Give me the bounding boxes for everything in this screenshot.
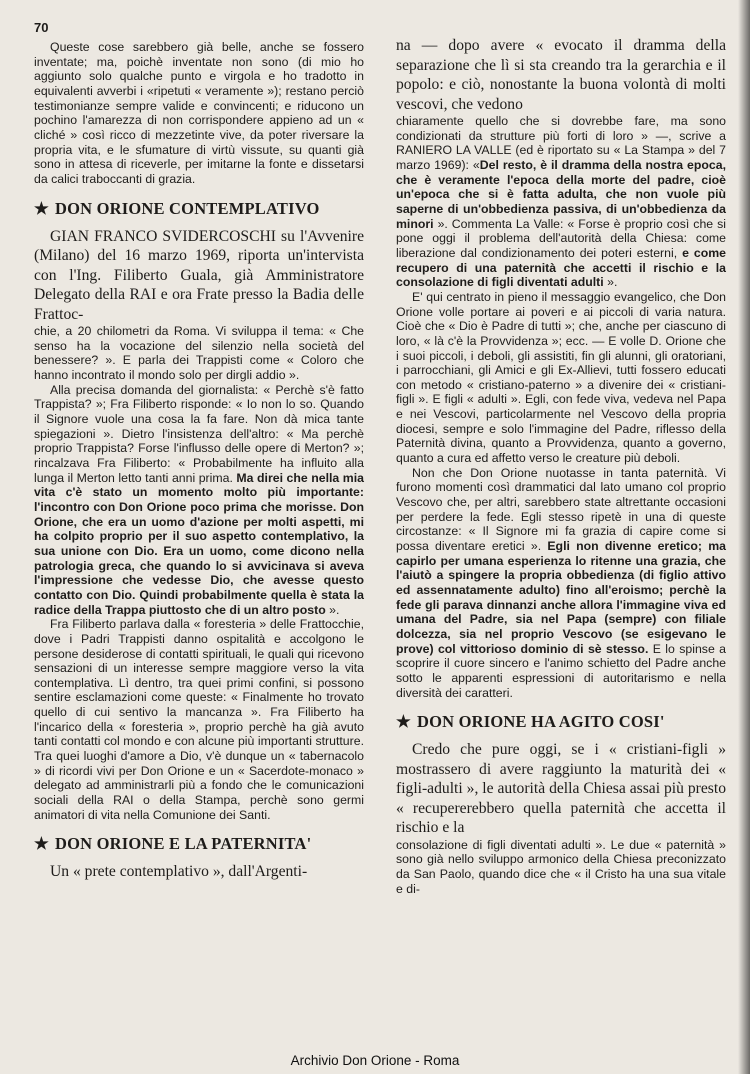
heading-text: DON ORIONE CONTEMPLATIVO — [55, 198, 320, 218]
left-paragraph-2-serif: GIAN FRANCO SVIDERCOSCHI su l'Avvenire (Milano) del 16 marzo 1969, riporta un'intervista con l'Ing. Filiberto Guala, già Amministratore Delegato della RAI e ora Frate presso la Badia delle Frattoc- — [34, 227, 364, 323]
star-icon: ★ — [34, 834, 49, 854]
p3-plain: Alla precisa domanda del giornalista: « Perchè s'è fatto Trappista? »; Fra Filiberto risponde: « Io non lo so. Quando il Signore vuole una cosa la fa fare. Non dà mica tante spiegazioni ». Dietro l'insistenza dell'altro: « Ma perchè proprio Trappista? Forse l'influsso delle opere di Merton? »; rincalzava Fra Filiberto: « Probabilmente ha influito alla lunga il Merton letto tanti anni prima. — [34, 382, 364, 485]
p3-plain: Non che Don Orione nuotasse in tanta paternità. Vi furono momenti così drammatici dal lato umano col proprio Vescovo che, per altri, sarebbero state altrettante occasioni per perdere la fede. Egli stesso ripetè in una di queste circostanze: « Il Signore mi fa grazia di capire come si possa diventare eretici ». — [396, 465, 726, 554]
p3-end: E lo spinse a scoprire il cuore sincero e l'animo schietto del Padre anche sotto le apparenti espressioni di autoritarismo e nella diversità dei caratteri. — [396, 641, 726, 700]
star-icon: ★ — [396, 712, 411, 732]
left-paragraph-4: Fra Filiberto parlava dalla « foresteria » delle Frattocchie, dove i Padri Trappisti danno ospitalità e accolgono le persone desiderose di contatti spirituali, le quali qui ricevono sensazioni di un interesse sempre maggiore verso la vita contemplativa. Lì dentro, tra quei primi confini, si possono sentire esclamazioni come queste: « Finalmente ho trovato quello di cui sentivo la mancanza ». Fra Filiberto ha l'incarico della « foresteria », proprio perchè ha già avuto tanti contatti col mondo e con alcune più importanti strutture. Tra quei luoghi d'amore a Dio, v'è dunque un « tabernacolo » di ricordi vivi per Don Orione e un « Sacerdote-monaco » delegato ad amministrarli più a fondo che le comunicazioni sociali della RAI o della Stampa, perchè sono germi animatori di vita nella Comunione dei Santi. — [34, 617, 364, 822]
p3-bold: Egli non divenne eretico; ma capirlo per umana esperienza lo ritenne una grazia, che l'aiutò a spingere la propria obbedienza (di figlio attivo ed assennatamente adulto) fino all'eroismo; perchè la fede gli parava dinnanzi anche allora l'immagine viva ed umana del Padre, sia nel Papa (sempre) con filiale dolcezza, sia nel proprio Vescovo (se esigevano le prove) col vittorioso dominio di sè stesso. — [396, 539, 726, 656]
heading-text: DON ORIONE E LA PATERNITA' — [55, 834, 312, 854]
p3-bold: Ma direi che nella mia vita c'è stato un momento molto più importante: l'incontro con Don Orione poco prima che morisse. Don Orione, che era un uomo d'azione per molti aspetti, mi ha colpito proprio per il suo aspetto contemplativo, la sua unione con Dio. Era un uomo, come dicono nella patrologia greca, che quando lo si avvicinava si aveva l'impressione che vedesse Dio, che avesse questo contatto con Dio. Quindi probabilmente quella è stata la radice della Trappa piuttosto che di un altro posto — [34, 470, 364, 617]
p1-bold-1: Del resto, è il dramma della nostra epoca, che è veramente l'epoca della morte del padre, cioè un'epoca che si è fatta adulta, che non vuole più saperne di un'obbedienza passiva, di un'obbedienza da minori — [396, 157, 726, 231]
p1-mid: ». Commenta La Valle: « Forse è proprio così che si pone oggi il problema dell'autorità della Chiesa: come liberazione dal condizionamento dei poteri esterni, — [396, 216, 726, 260]
right-paragraph-3 — [396, 466, 726, 701]
page-edge-shadow — [738, 0, 750, 1074]
left-column — [34, 40, 364, 882]
heading-don-orione-contemplativo — [34, 199, 364, 219]
right-paragraph-4-serif: Credo che pure oggi, se i « cristiani-figli » mostrassero di avere raggiunto la maturità dei « figli-adulti », le autorità della Chiesa assai più presto « recupererebbero quella paternità che accetta il rischio e la — [396, 741, 726, 837]
left-paragraph-5-serif: Un « prete contemplativo », dall'Argenti- — [50, 863, 308, 881]
page-number: 70 — [34, 20, 49, 35]
right-paragraph-1 — [396, 114, 726, 290]
right-paragraph-2: E' qui centrato in pieno il messaggio evangelico, che Don Orione volle portare ai poveri e ai piccoli di varia natura. Cioè che « Dio è Padre di tutti »; che, anche per ciascuno di loro, « là c'è la Provvidenza »; ecc. — E volle D. Orione che i suoi piccoli, i deboli, gli assistiti, fin gli alunni, gli oratoriani, i parrocchiani, gli Amici e gli Ex-Allievi, tutti fossero educati con metodo « cristiano-paterno » a divenire dei « cristiani-figli ». E figli « adulti ». Egli, con fede viva, vedeva nel Papa e nei Vescovi, particolarmente nel Vescovo della propria diocesi, sempre e solo l'immagine del Padre, riflesso della Paternità divina, quanto a Provvidenza, quanto a governo, quanto a cura ed affetto verso le creature più deboli. — [396, 289, 726, 466]
heading-don-orione-paternita — [34, 834, 364, 854]
p1-plain: chiaramente quello che si dovrebbe fare, ma sono condizionati da strutture più forti di loro » —, scrive a RANIERO LA VALLE (ed è riportato su « La Stampa » del 7 marzo 1969): « — [396, 114, 726, 172]
left-paragraph-3 — [34, 383, 364, 618]
star-icon: ★ — [34, 198, 49, 218]
left-paragraph-1: Queste cose sarebbero già belle, anche se fossero inventate; ma, poichè inventate non sono (di mio ho aggiunto solo qualche punto e virgola e ho tradotto in equivalenti avverbi i «ripetuti « veramente »); restano perciò testimonianze sempre valide e convincenti; e riducono un pochino l'amarezza di non corrispondere appieno ad un « cliché » così ricco di mezzetinte vive, da poter riversare la propria vita, e le sfumature di virtù vissute, su quanti già sono in attesa di riceverle, per imitarne la fonte e dissetarsi da calici traboccanti di grazia. — [34, 40, 364, 186]
right-paragraph-4: consolazione di figli diventati adulti ». Le due « paternità » sono già nello sviluppo armonico della Chiesa preconizzato da San Paolo, quando dice che « il Cristo ha una sua vitale e di- — [396, 837, 726, 896]
p1-end: ». — [603, 275, 618, 290]
archive-footer: Archivio Don Orione - Roma — [290, 1053, 460, 1068]
p3-end: ». — [325, 602, 340, 617]
right-paragraph-1-serif: na — dopo avere « evocato il dramma della separazione che lì si sta creando tra la gerarchia e il popolo: e ciò, nonostante la buona volontà di molti vescovi, che vedono — [396, 37, 726, 113]
p1-bold-2: e come recupero di una paternità che accetti il rischio e la consolazione di figli diventati adulti — [396, 245, 726, 290]
heading-don-orione-ha-agito-cosi — [396, 712, 726, 732]
right-column — [396, 36, 726, 896]
left-paragraph-2-rest: chie, a 20 chilometri da Roma. Vi sviluppa il tema: « Che senso ha la vocazione del silenzio nella società del benessere? ». E parla dei Trappisti come « Coloro che hanno incontrato il mondo solo per dirgli addio ». — [34, 324, 364, 383]
heading-text: DON ORIONE HA AGITO COSI' — [417, 712, 665, 732]
